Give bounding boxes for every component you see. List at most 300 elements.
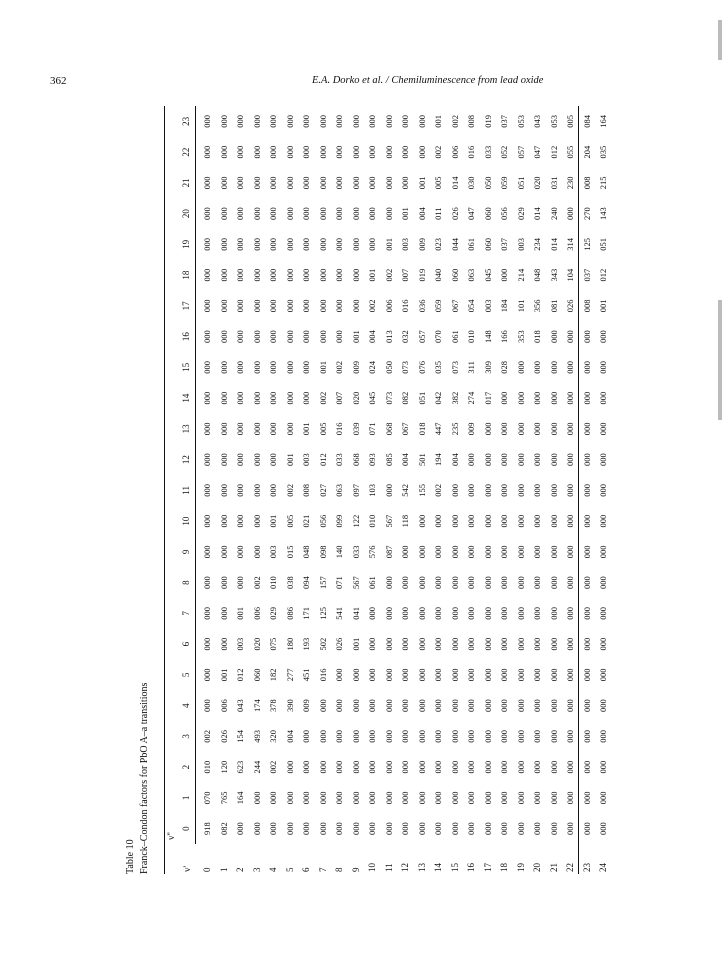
table-cell: 002: [433, 145, 444, 159]
table-cell: 000: [284, 791, 295, 805]
table-cell: 032: [400, 330, 411, 343]
table-cell: 005: [433, 176, 444, 190]
table-cell: 000: [334, 668, 345, 682]
table-cell: 000: [268, 145, 279, 159]
row-label: 23: [581, 863, 592, 872]
table-cell: 000: [251, 822, 262, 835]
table-cell: 000: [235, 207, 246, 220]
table-cell: 000: [532, 361, 543, 374]
table-cell: 000: [581, 545, 592, 559]
table-row: [331, 106, 348, 874]
table-cell: 000: [499, 391, 510, 405]
table-cell: 000: [317, 699, 328, 712]
table-cell: 000: [449, 484, 460, 497]
table-cell: 000: [251, 330, 262, 343]
table-cell: 000: [235, 545, 246, 559]
table-cell: 000: [367, 607, 378, 620]
table-cell: 000: [466, 637, 477, 651]
table-cell: 053: [515, 115, 526, 128]
table-cell: 314: [565, 238, 576, 251]
table-cell: 000: [301, 176, 312, 190]
table-cell: 000: [416, 760, 427, 774]
table-row: [546, 106, 563, 874]
table-cell: 000: [449, 637, 460, 651]
table-cell: 000: [317, 268, 328, 282]
table-cell: 000: [218, 576, 229, 589]
table-cell: 120: [218, 760, 229, 774]
table-cell: 000: [317, 207, 328, 220]
table-cell: 000: [482, 484, 493, 497]
table-cell: 006: [383, 299, 394, 313]
upper-level-label: v'': [166, 832, 176, 840]
table-cell: 001: [433, 115, 444, 128]
table-cell: 002: [367, 299, 378, 313]
table-cell: 000: [515, 545, 526, 559]
table-cell: 000: [548, 576, 559, 589]
table-cell: 000: [350, 115, 361, 128]
row-label: 18: [499, 863, 510, 872]
table-cell: 000: [499, 668, 510, 682]
table-cell: 033: [334, 453, 345, 466]
table-row: [199, 106, 216, 874]
table-cell: 000: [466, 730, 477, 743]
table-cell: 000: [383, 760, 394, 774]
table-cell: 001: [350, 637, 361, 651]
table-cell: 012: [317, 453, 328, 466]
table-cell: 026: [449, 207, 460, 220]
table-cell: 000: [416, 699, 427, 712]
table-cell: 125: [317, 607, 328, 620]
table-cell: 140: [334, 545, 345, 559]
table-cell: 000: [581, 361, 592, 374]
table-cell: 001: [598, 299, 609, 313]
table-cell: 000: [400, 145, 411, 159]
table-cell: 000: [482, 822, 493, 835]
table-cell: 000: [334, 268, 345, 282]
table-cell: 000: [416, 637, 427, 651]
table-cell: 000: [581, 330, 592, 343]
table-cell: 000: [367, 730, 378, 743]
table-cell: 067: [449, 299, 460, 313]
row-label: 9: [350, 867, 361, 872]
table-cell: 320: [268, 730, 279, 743]
table-cell: 000: [334, 238, 345, 251]
table-cell: 009: [416, 238, 427, 251]
table-row: [216, 106, 233, 874]
table-cell: 026: [334, 637, 345, 651]
table-cell: 000: [499, 268, 510, 282]
row-label: 3: [251, 867, 262, 872]
table-cell: 000: [350, 730, 361, 743]
table-cell: 000: [383, 176, 394, 190]
table-cell: 154: [235, 730, 246, 743]
table-cell: 029: [515, 207, 526, 220]
table-cell: 004: [400, 453, 411, 466]
table-cell: 270: [581, 207, 592, 220]
table-cell: 000: [598, 699, 609, 712]
table-cell: 000: [383, 637, 394, 651]
column-header: 12: [181, 455, 191, 465]
table-cell: 125: [581, 238, 592, 251]
table-cell: 000: [284, 330, 295, 343]
table-cell: 000: [334, 699, 345, 712]
row-label: 24: [598, 863, 609, 872]
table-cell: 000: [581, 514, 592, 528]
table-cell: 000: [202, 668, 213, 682]
column-header: 21: [181, 178, 191, 188]
table-cell: 001: [284, 453, 295, 466]
table-row: [315, 106, 332, 874]
table-row: [579, 106, 596, 874]
table-cell: 000: [367, 668, 378, 682]
table-cell: 000: [284, 760, 295, 774]
table-cell: 000: [416, 668, 427, 682]
table-cell: 000: [202, 145, 213, 159]
table-cell: 035: [433, 361, 444, 374]
table-cell: 000: [218, 207, 229, 220]
table-cell: 000: [400, 668, 411, 682]
table-cell: 164: [598, 115, 609, 128]
table-cell: 157: [317, 576, 328, 589]
table-cell: 000: [268, 330, 279, 343]
table-cell: 039: [350, 422, 361, 436]
table-cell: 000: [334, 330, 345, 343]
column-header: 10: [181, 516, 191, 526]
table-cell: 000: [532, 576, 543, 589]
table-cell: 103: [367, 484, 378, 497]
table-cell: 000: [400, 822, 411, 835]
table-cell: 000: [400, 760, 411, 774]
table-cell: 000: [532, 668, 543, 682]
table-cell: 000: [449, 730, 460, 743]
table-row: [529, 106, 546, 874]
table-cell: 006: [449, 145, 460, 159]
table-cell: 003: [235, 637, 246, 651]
table-cell: 000: [499, 791, 510, 805]
table-cell: 000: [251, 391, 262, 405]
table-cell: 000: [301, 791, 312, 805]
table-cell: 050: [383, 361, 394, 374]
table-row: [496, 106, 513, 874]
table-cell: 000: [268, 238, 279, 251]
lower-level-label: v': [182, 865, 192, 872]
table-cell: 000: [350, 791, 361, 805]
row-label: 19: [515, 863, 526, 872]
table-cell: 000: [598, 330, 609, 343]
table-cell: 000: [367, 238, 378, 251]
table-cell: 000: [367, 791, 378, 805]
table-cell: 000: [515, 514, 526, 528]
table-cell: 000: [218, 545, 229, 559]
table-caption: [124, 106, 160, 874]
table-cell: 000: [235, 391, 246, 405]
row-label: 22: [565, 863, 576, 872]
table-cell: 000: [218, 607, 229, 620]
table-cell: 000: [202, 176, 213, 190]
table-cell: 000: [202, 330, 213, 343]
table-cell: 451: [301, 668, 312, 682]
table-cell: 000: [515, 730, 526, 743]
table-cell: 068: [350, 453, 361, 466]
table-cell: 023: [433, 238, 444, 251]
column-header: 22: [181, 147, 191, 157]
table-cell: 000: [532, 822, 543, 835]
table-cell: 000: [466, 576, 477, 589]
table-row: [249, 106, 266, 874]
table-cell: 094: [301, 576, 312, 589]
table-cell: 027: [317, 484, 328, 497]
table-cell: 000: [416, 822, 427, 835]
table-cell: 000: [383, 730, 394, 743]
table-cell: 000: [482, 791, 493, 805]
table-cell: 024: [367, 361, 378, 374]
table-cell: 000: [515, 791, 526, 805]
table-cell: 000: [499, 453, 510, 466]
table-cell: 000: [317, 822, 328, 835]
table-cell: 060: [251, 668, 262, 682]
table-cell: 000: [317, 145, 328, 159]
table-cell: 000: [449, 822, 460, 835]
table-cell: 002: [251, 576, 262, 589]
table-cell: 000: [218, 268, 229, 282]
table-cell: 015: [284, 545, 295, 559]
table-cell: 240: [548, 207, 559, 220]
table-cell: 000: [235, 514, 246, 528]
table-cell: 004: [416, 207, 427, 220]
table-cell: 000: [202, 576, 213, 589]
table-cell: 000: [268, 176, 279, 190]
table-cell: 000: [581, 576, 592, 589]
table-cell: 000: [482, 545, 493, 559]
table-cell: 000: [235, 330, 246, 343]
table-cell: 104: [565, 268, 576, 282]
table-cell: 000: [515, 668, 526, 682]
running-head: E.A. Dorko et al. / Chemiluminescence from lead oxide: [312, 75, 544, 86]
table-cell: 021: [301, 514, 312, 528]
table-body: [199, 106, 612, 874]
table-cell: 000: [598, 822, 609, 835]
table-cell: 000: [235, 145, 246, 159]
table-cell: 061: [449, 330, 460, 343]
table-cell: 082: [218, 822, 229, 835]
table-cell: 184: [499, 299, 510, 313]
table-cell: 099: [334, 514, 345, 528]
table-cell: 000: [400, 699, 411, 712]
table-cell: 000: [433, 791, 444, 805]
table-cell: 073: [449, 361, 460, 374]
table-cell: 001: [268, 514, 279, 528]
table-cell: 501: [416, 453, 427, 466]
table-cell: 000: [482, 453, 493, 466]
row-label: 21: [548, 863, 559, 872]
table-cell: 000: [251, 176, 262, 190]
table-cell: 000: [218, 422, 229, 436]
table-cell: 037: [581, 268, 592, 282]
table-cell: 000: [598, 791, 609, 805]
table-cell: 013: [383, 330, 394, 343]
table-cell: 000: [218, 391, 229, 405]
table-cell: 000: [598, 484, 609, 497]
table-cell: 000: [268, 453, 279, 466]
table-cell: 003: [301, 453, 312, 466]
table-cell: 118: [400, 514, 411, 528]
table-cell: 000: [301, 268, 312, 282]
table-cell: 000: [251, 238, 262, 251]
table-cell: 061: [367, 576, 378, 589]
table-cell: 000: [581, 668, 592, 682]
table-cell: 047: [532, 145, 543, 159]
table-cell: 028: [499, 361, 510, 374]
column-header: 19: [181, 239, 191, 249]
table-cell: 000: [433, 760, 444, 774]
table-cell: 018: [416, 422, 427, 436]
table-cell: 230: [565, 176, 576, 190]
column-header: 3: [181, 734, 191, 739]
table-cell: 000: [350, 299, 361, 313]
table-cell: 000: [532, 730, 543, 743]
column-header: 4: [181, 703, 191, 708]
table-cell: 000: [367, 207, 378, 220]
table-cell: 000: [284, 361, 295, 374]
table-cell: 000: [598, 668, 609, 682]
scan-edge-mark: [718, 300, 722, 420]
table-cell: 000: [268, 268, 279, 282]
table-cell: 000: [367, 176, 378, 190]
table-cell: 000: [515, 361, 526, 374]
table-cell: 011: [433, 207, 444, 220]
table-cell: 007: [334, 391, 345, 405]
table-cell: 060: [449, 268, 460, 282]
table-cell: 056: [499, 207, 510, 220]
table-row: [397, 106, 414, 874]
table-cell: 000: [235, 299, 246, 313]
table-cell: 000: [433, 637, 444, 651]
table-cell: 070: [202, 791, 213, 805]
table-cell: 000: [218, 299, 229, 313]
table-cell: 000: [383, 607, 394, 620]
table-cell: 000: [515, 484, 526, 497]
table-cell: 101: [515, 299, 526, 313]
table-cell: 000: [466, 453, 477, 466]
table-row: [463, 106, 480, 874]
table-cell: 000: [482, 699, 493, 712]
table-cell: 623: [235, 760, 246, 774]
table-cell: 000: [416, 607, 427, 620]
table-cell: 003: [482, 299, 493, 313]
table-cell: 012: [548, 145, 559, 159]
row-label: 17: [482, 863, 493, 872]
column-header: 11: [181, 486, 191, 495]
column-header: 17: [181, 301, 191, 311]
table-cell: 000: [202, 545, 213, 559]
table-cell: 004: [449, 453, 460, 466]
table-cell: 000: [548, 760, 559, 774]
table-cell: 085: [383, 453, 394, 466]
table-cell: 031: [548, 176, 559, 190]
table-cell: 019: [416, 268, 427, 282]
table-cell: 026: [565, 299, 576, 313]
column-header: 8: [181, 580, 191, 585]
table-cell: 000: [466, 699, 477, 712]
table-cell: 000: [532, 422, 543, 436]
table-cell: 000: [548, 422, 559, 436]
table-cell: 000: [449, 576, 460, 589]
table-cell: 000: [268, 391, 279, 405]
table-cell: 029: [268, 607, 279, 620]
table-cell: 000: [350, 176, 361, 190]
table-cell: 000: [433, 822, 444, 835]
table-cell: 000: [350, 699, 361, 712]
table-cell: 000: [367, 637, 378, 651]
table-cell: 035: [598, 145, 609, 159]
table-cell: 003: [400, 238, 411, 251]
table-cell: 000: [532, 760, 543, 774]
table-cell: 000: [218, 361, 229, 374]
table-cell: 016: [317, 668, 328, 682]
table-cell: 000: [268, 422, 279, 436]
table-cell: 055: [565, 145, 576, 159]
table-cell: 000: [251, 514, 262, 528]
column-header: 16: [181, 332, 191, 342]
table-cell: 148: [482, 330, 493, 343]
table-cell: 000: [449, 791, 460, 805]
table-cell: 000: [202, 484, 213, 497]
table-cell: 084: [581, 115, 592, 128]
table-cell: 000: [251, 268, 262, 282]
row-label: 2: [235, 867, 246, 872]
table-cell: 000: [598, 760, 609, 774]
table-cell: 000: [482, 514, 493, 528]
table-cell: 014: [449, 176, 460, 190]
table-row: [282, 106, 299, 874]
table-cell: 016: [400, 299, 411, 313]
table-cell: 000: [268, 822, 279, 835]
table-cell: 000: [482, 576, 493, 589]
table-cell: 051: [515, 176, 526, 190]
table-cell: 087: [383, 545, 394, 559]
table-cell: 000: [565, 207, 576, 220]
table-cell: 000: [301, 391, 312, 405]
table-cell: 043: [235, 699, 246, 712]
table-grid: [164, 106, 609, 874]
table-cell: 001: [367, 268, 378, 282]
table-cell: 000: [235, 576, 246, 589]
row-label: 5: [284, 867, 295, 872]
table-cell: 000: [532, 391, 543, 405]
table-cell: 000: [466, 791, 477, 805]
table-cell: 000: [301, 730, 312, 743]
table-cell: 000: [499, 422, 510, 436]
table-cell: 000: [218, 453, 229, 466]
table-cell: 086: [284, 607, 295, 620]
table-cell: 005: [565, 115, 576, 128]
table-cell: 000: [416, 576, 427, 589]
table-cell: 000: [581, 422, 592, 436]
table-cell: 000: [433, 514, 444, 528]
table-cell: 000: [482, 730, 493, 743]
table-cell: 000: [466, 484, 477, 497]
table-cell: 007: [400, 268, 411, 282]
table-cell: 000: [400, 545, 411, 559]
table-cell: 309: [482, 361, 493, 374]
table-cell: 143: [598, 207, 609, 220]
column-header: 0: [181, 826, 191, 831]
table-cell: 000: [532, 607, 543, 620]
table-cell: 000: [202, 391, 213, 405]
table-cell: 000: [532, 545, 543, 559]
table-cell: 000: [433, 576, 444, 589]
table-cell: 057: [515, 145, 526, 159]
